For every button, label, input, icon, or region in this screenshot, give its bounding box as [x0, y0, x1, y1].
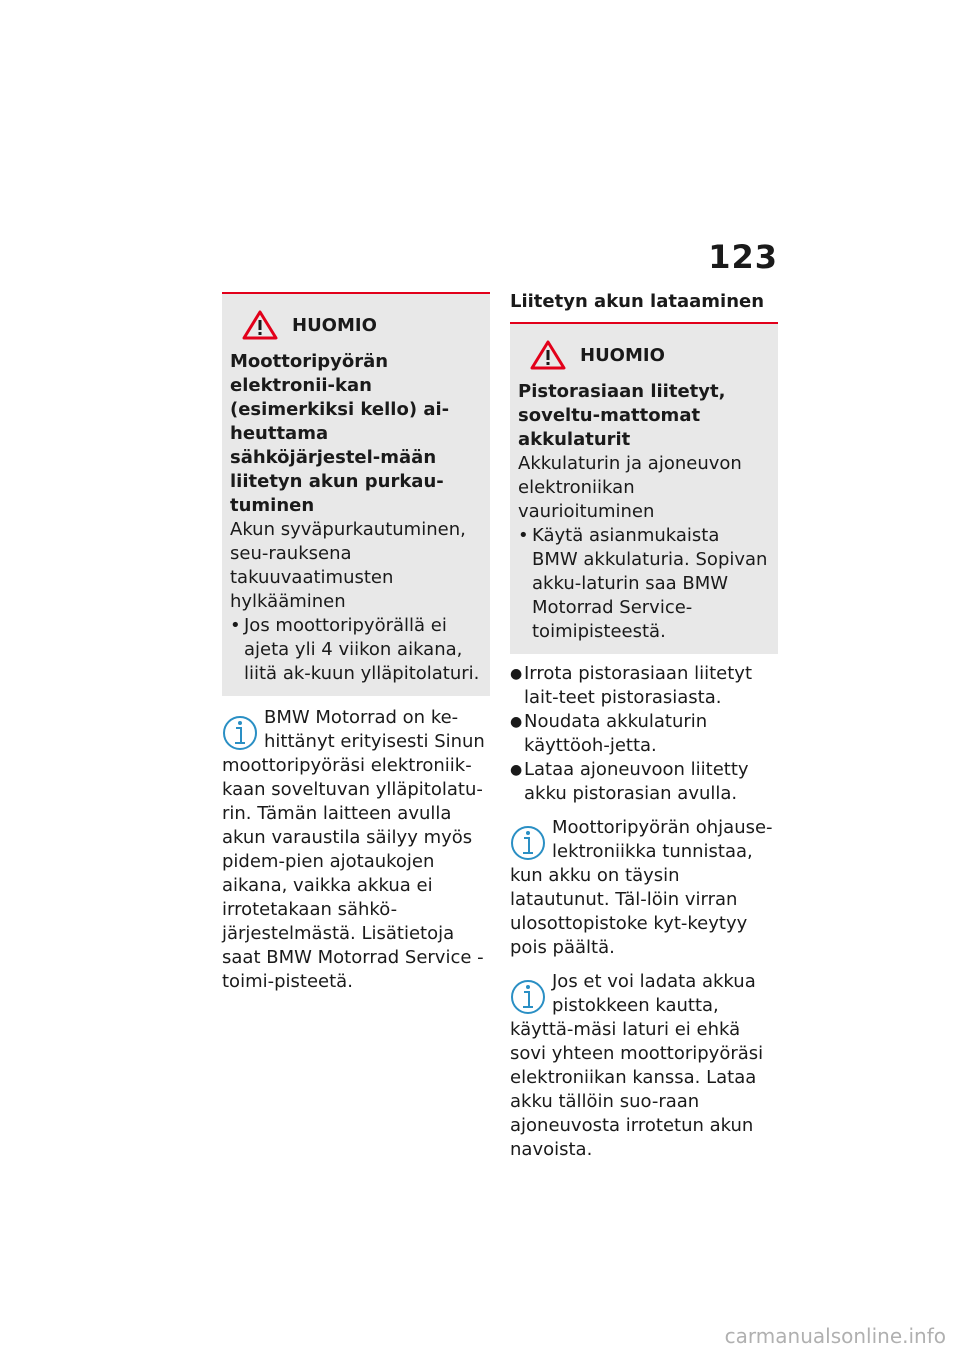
steps-list [510, 662, 778, 806]
watermark: carmanualsonline.info [724, 1324, 946, 1348]
notice-box [222, 292, 490, 696]
notice-title: HUOMIO [580, 344, 665, 366]
info-paragraph [510, 970, 778, 1162]
notice-bullet-text: Jos moottoripyörällä ei ajeta yli 4 viikon aikana, liitä ak-kuun ylläpitolaturi. [244, 615, 480, 684]
info-text: BMW Motorrad on ke-hittänyt erityisesti Sinun moottoripyöräsi elektroniik-kaan soveltuvan ylläpitolatu-rin. Tämän laitteen avulla akun varaustila säilyy myös pidem-pien ajotaukojen aikana, vaikka akkua ei irrotetakaan sähkö-järjestelmästä. Lisätietoja saat BMW Motorrad Service -toimi-pisteetä. [222, 707, 485, 992]
notice-bullet-text: Käytä asianmukaista BMW akkulaturia. Sopivan akku-laturin saa BMW Motorrad Service-toimipisteestä. [532, 525, 768, 642]
bullet-marker: ● [510, 714, 523, 730]
info-paragraph [510, 816, 778, 960]
warning-triangle-icon [530, 340, 566, 370]
notice-consequence: Akun syväpurkautuminen, seu-rauksena takuuvaatimusten hylkääminen [230, 519, 466, 612]
notice-box [510, 322, 778, 654]
notice-header [242, 310, 482, 340]
notice-subject: Moottoripyörän elektronii-kan (esimerkiksi kello) ai-heuttama sähköjärjestel-mään liitetyn akun purkau-tuminen [230, 351, 450, 516]
list-item [510, 710, 778, 758]
step-text: Lataa ajoneuvoon liitetty akku pistorasian avulla. [524, 759, 749, 804]
info-icon [510, 822, 546, 862]
bullet-marker: • [518, 525, 529, 546]
notice-header [530, 340, 770, 370]
info-text: Moottoripyörän ohjause-lektroniikka tunnistaa, kun akku on täysin latautunut. Täl-löin virran ulosottopistoke kyt-keytyy pois päältä. [510, 817, 773, 958]
bullet-marker: ● [510, 762, 523, 778]
bullet-marker: ● [510, 666, 523, 682]
page-number: 123 [708, 238, 778, 276]
left-column [222, 292, 490, 994]
warning-triangle-icon [242, 310, 278, 340]
info-paragraph [222, 706, 490, 994]
info-icon [222, 712, 258, 752]
right-column [510, 290, 778, 1162]
list-item [510, 662, 778, 710]
notice-bullet [518, 524, 770, 644]
info-icon [510, 976, 546, 1016]
notice-title: HUOMIO [292, 314, 377, 336]
list-item [510, 758, 778, 806]
info-text: Jos et voi ladata akkua pistokkeen kautta, käyttä-mäsi laturi ei ehkä sovi yhteen moottoripyöräsi elektroniikan kanssa. Lataa akku tällöin suo-raan ajoneuvosta irrotetun akun navoista. [510, 971, 764, 1160]
notice-subject: Pistorasiaan liitetyt, soveltu-mattomat akkulaturit [518, 381, 726, 450]
step-text: Irrota pistorasiaan liitetyt lait-teet pistorasiasta. [524, 663, 752, 708]
step-text: Noudata akkulaturin käyttöoh-jetta. [524, 711, 708, 756]
section-title: Liitetyn akun lataaminen [510, 291, 765, 312]
notice-consequence: Akkulaturin ja ajoneuvon elektroniikan vaurioituminen [518, 453, 742, 522]
notice-bullet [230, 614, 482, 686]
bullet-marker: • [230, 615, 241, 636]
